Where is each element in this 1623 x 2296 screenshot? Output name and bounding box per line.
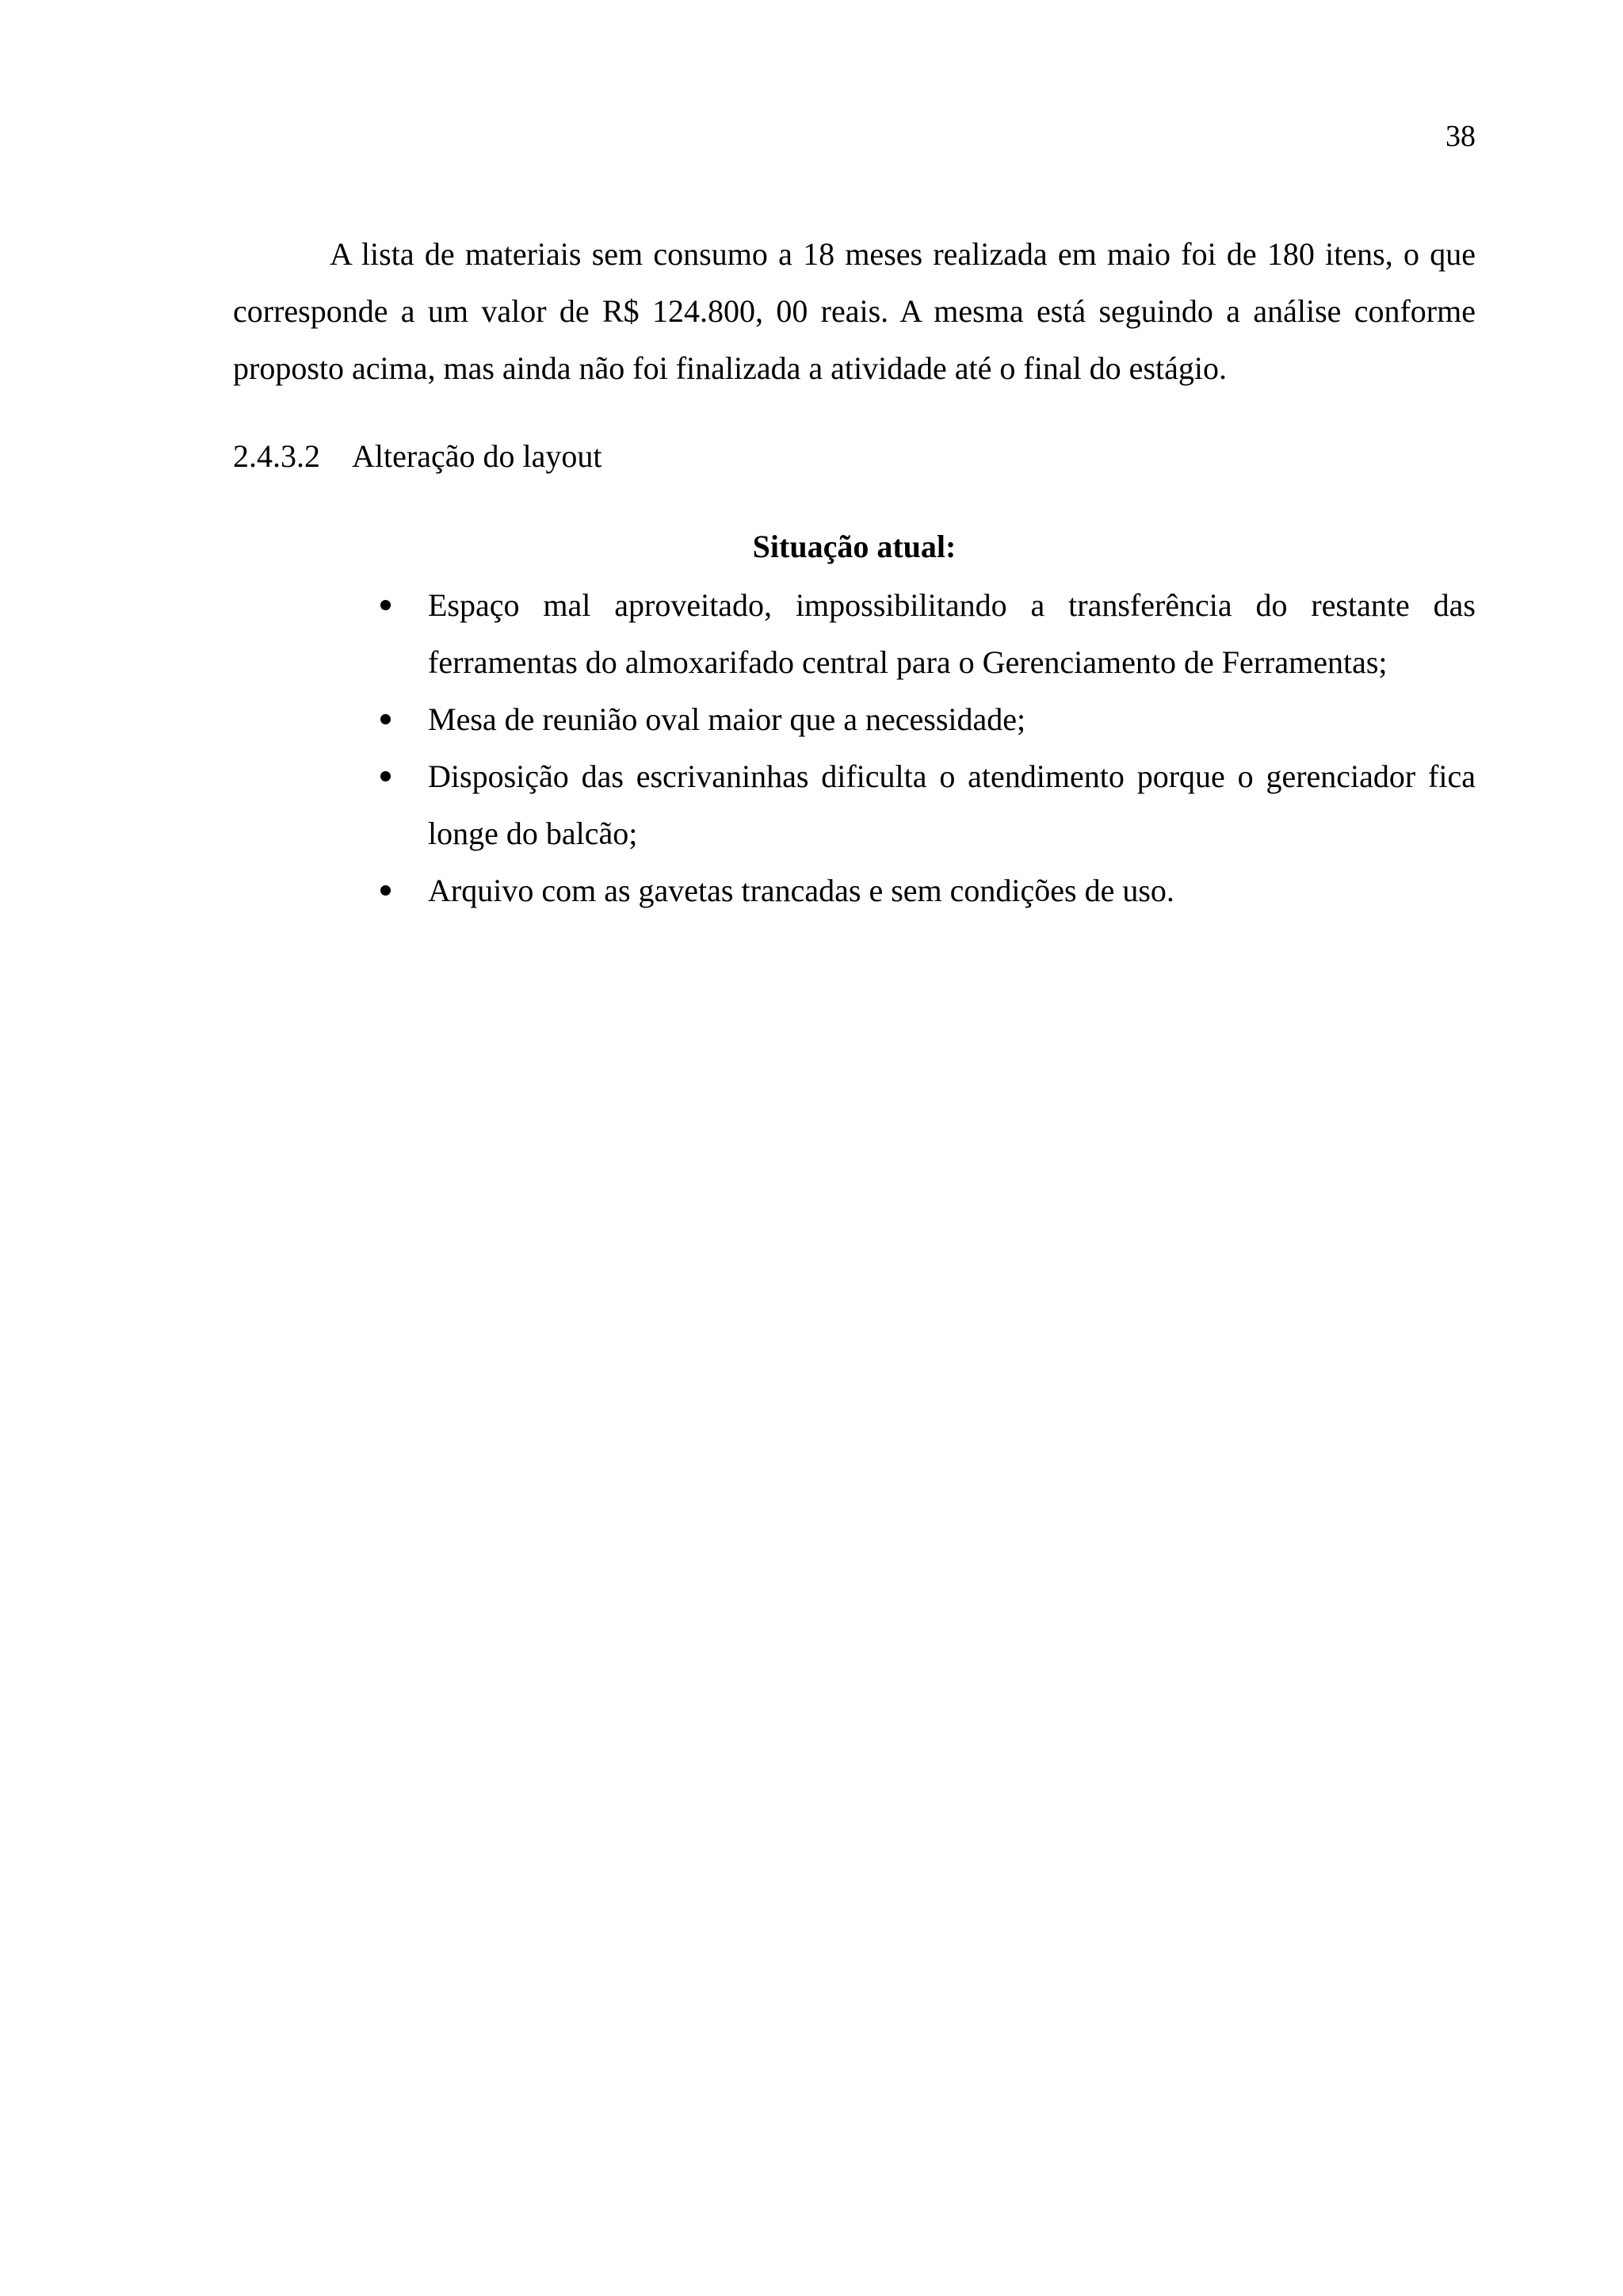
page-number: 38 xyxy=(1445,120,1476,153)
section-title: Alteração do layout xyxy=(352,438,602,474)
list-item-text: Espaço mal aproveitado, impossibilitando a transferência do restante das ferramentas do almoxarifado central para o Gerenciamento de Ferramentas; xyxy=(428,587,1476,680)
list-item-text: Mesa de reunião oval maior que a necessidade; xyxy=(428,701,1026,737)
list-item xyxy=(369,748,1476,862)
bullet-icon xyxy=(380,771,391,781)
list-item-text: Disposição das escrivaninhas dificulta o atendimento porque o gerenciador fica longe do balcão; xyxy=(428,758,1476,851)
body-paragraph: A lista de materiais sem consumo a 18 meses realizada em maio foi de 180 itens, o que corresponde a um valor de R$ 124.800, 00 reais. A mesma está seguindo a análise conforme proposto acima, mas ainda não foi finalizada a atividade até o final do estágio. xyxy=(233,236,1476,386)
bullet-list xyxy=(369,577,1476,919)
list-item xyxy=(369,691,1476,748)
bullet-icon xyxy=(380,885,391,896)
section-number: 2.4.3.2 xyxy=(233,438,320,474)
bullet-icon xyxy=(380,600,391,610)
bullet-icon xyxy=(380,714,391,724)
list-item xyxy=(369,862,1476,919)
section-heading xyxy=(233,428,601,485)
subheading: Situação atual: xyxy=(752,529,957,564)
list-item-text: Arquivo com as gavetas trancadas e sem condições de uso. xyxy=(428,873,1174,908)
list-item xyxy=(369,577,1476,691)
